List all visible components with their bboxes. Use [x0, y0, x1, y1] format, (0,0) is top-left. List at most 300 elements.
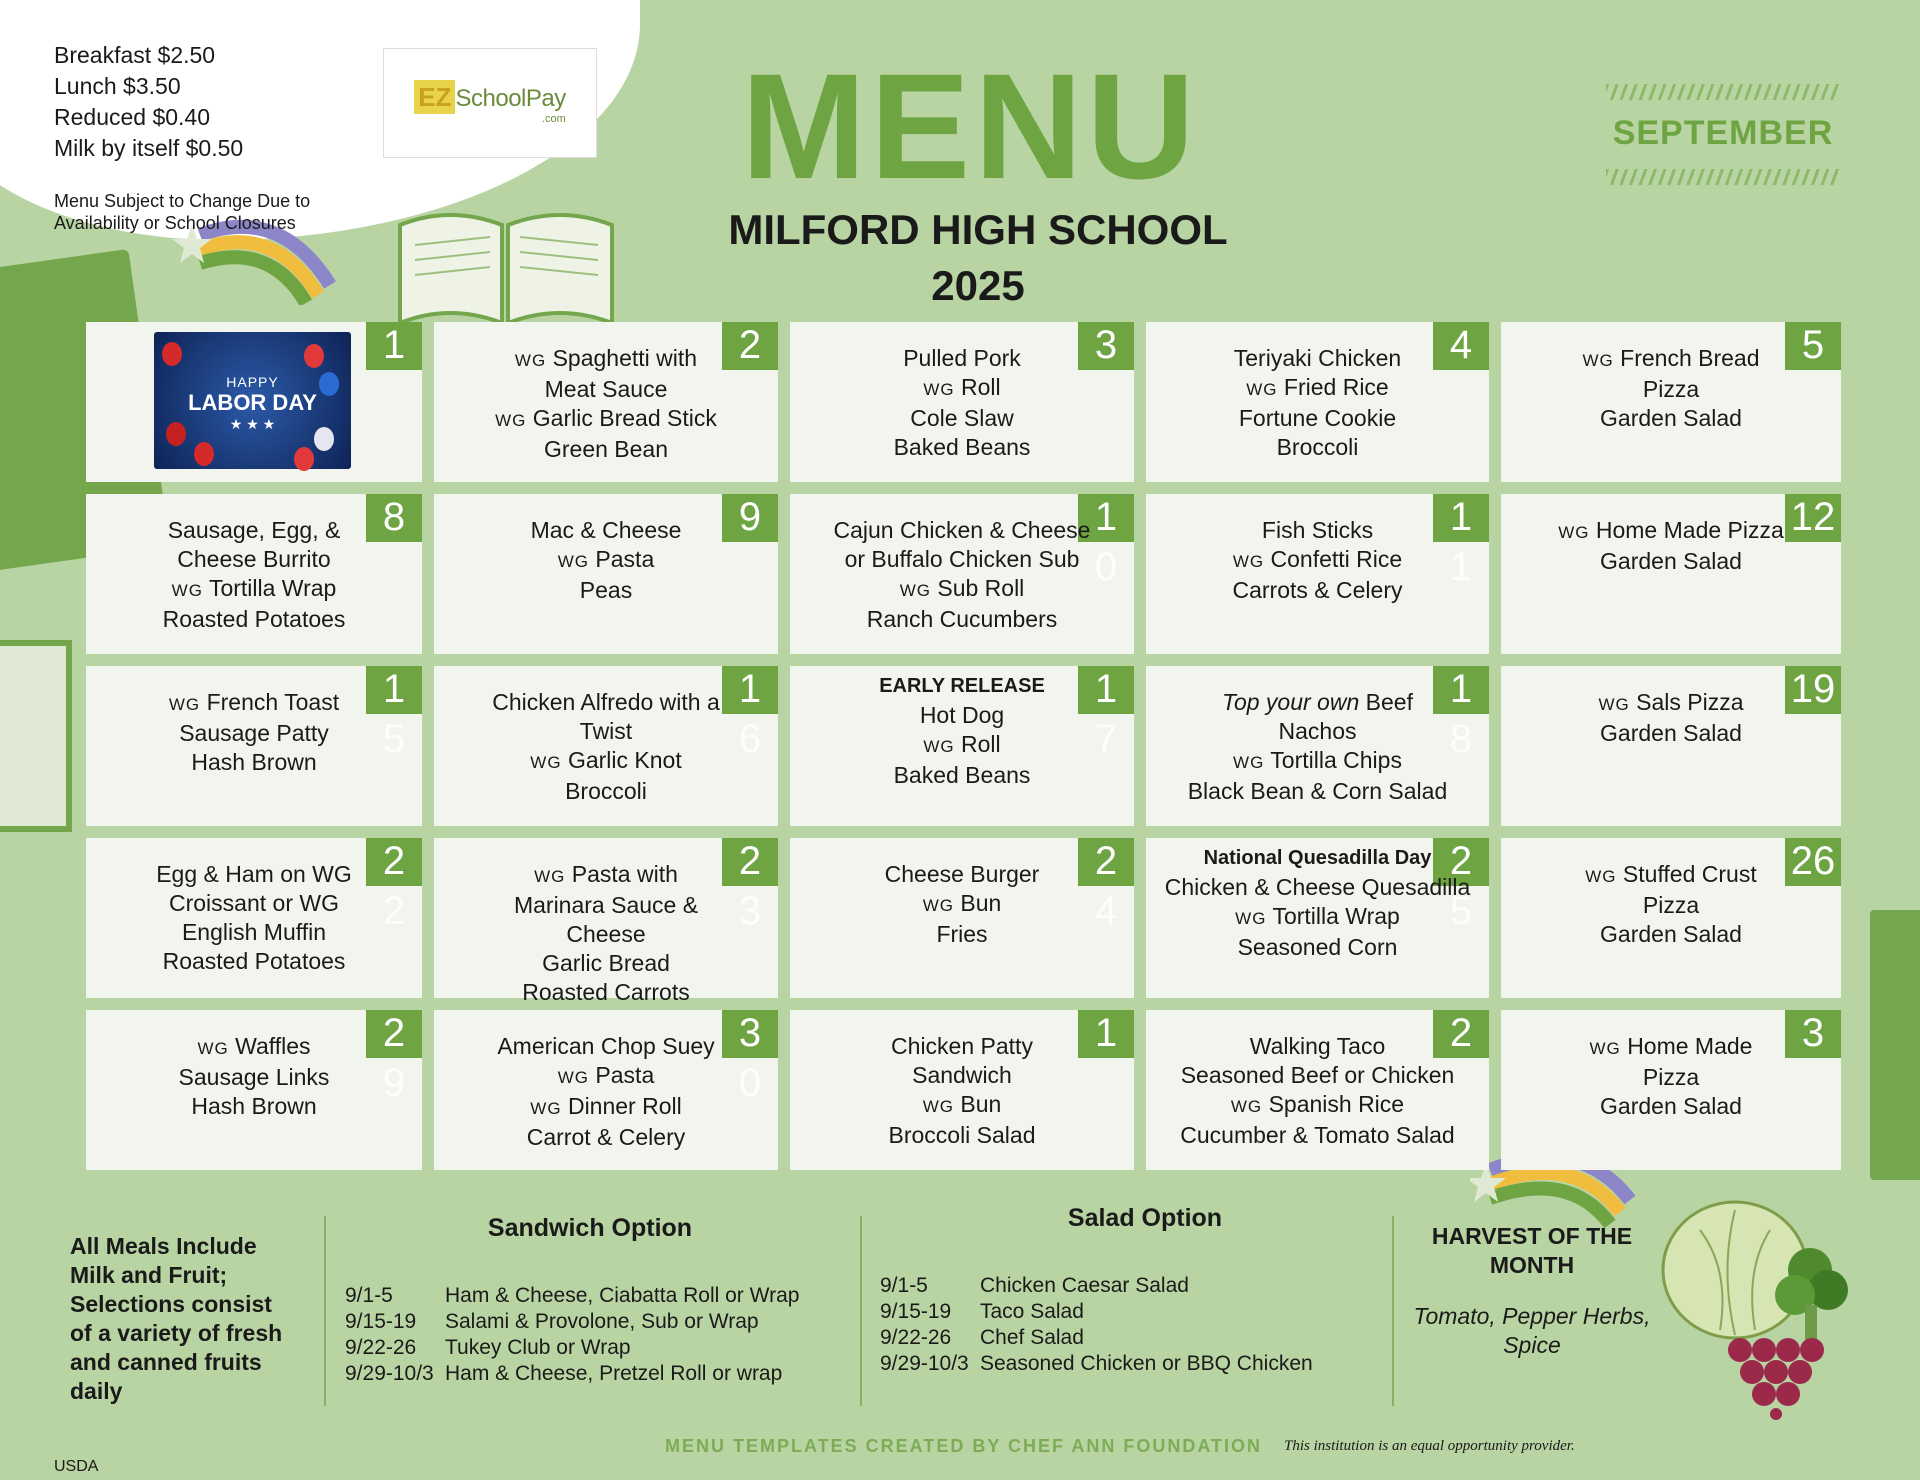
menu-item-text: Pizza	[1642, 1064, 1700, 1090]
menu-item-text: Fortune Cookie	[1238, 405, 1397, 431]
decorative-book-icon	[0, 640, 72, 832]
labor-day-text: LABOR DAY	[188, 390, 317, 415]
menu-item	[796, 404, 1128, 433]
menu-item	[1152, 902, 1483, 933]
menu-item	[1152, 344, 1483, 373]
menu-item-text: Pasta	[595, 546, 655, 572]
logo-schoolpay: SchoolPay	[455, 84, 566, 112]
balloon-icon	[314, 427, 334, 451]
menu-item-text: American Chop Suey	[497, 1033, 715, 1059]
whole-grain-tag: WG	[557, 1068, 590, 1087]
menu-item-text: Baked Beans	[893, 434, 1031, 460]
whole-grain-tag: WG	[1598, 695, 1630, 714]
menu-item-text: Stuffed Crust	[1622, 861, 1757, 887]
menu-item-text: Tortilla Wrap	[1272, 903, 1400, 929]
whole-grain-tag: WG	[1558, 523, 1590, 542]
menu-item	[92, 889, 416, 918]
menu-item	[1507, 344, 1835, 375]
menu-item-text: Meat Sauce	[544, 376, 668, 402]
day-event-heading: EARLY RELEASE	[879, 675, 1045, 697]
menu-item-text: English Muffin	[181, 919, 327, 945]
menu-item	[796, 516, 1128, 545]
menu-item-text: Bun	[960, 890, 1002, 916]
day-number-digit: 4	[1449, 323, 1473, 367]
open-book-icon	[390, 205, 620, 325]
week-range: 9/29-10/3	[345, 1362, 434, 1385]
menu-item-text: Spanish Rice	[1268, 1091, 1405, 1117]
harvest-of-month	[1412, 1222, 1652, 1360]
day-cell	[434, 666, 778, 826]
day-number-digit: 1	[1449, 667, 1473, 711]
day-number	[366, 322, 422, 370]
menu-item-text: Seasoned Beef or Chicken	[1180, 1062, 1455, 1088]
menu-item-text: Hash Brown	[191, 1093, 317, 1119]
sandwich-item: Ham & Cheese, Pretzel Roll or wrap	[445, 1362, 783, 1385]
whole-grain-tag: WG	[899, 581, 931, 600]
day-cell	[1501, 494, 1841, 654]
menu-item-text: Roll	[961, 731, 1001, 757]
template-credit: MENU TEMPLATES CREATED BY CHEF ANN FOUNDATION	[665, 1436, 1262, 1456]
menu-item	[1152, 777, 1483, 806]
day-cell	[1501, 1010, 1841, 1170]
week-range: 9/29-10/3	[880, 1352, 969, 1375]
menu-item	[440, 891, 772, 920]
menu-item-text: Roasted Potatoes	[162, 606, 346, 632]
day-number-digit: 3	[1094, 323, 1118, 367]
day-number-digit: 1	[382, 667, 406, 711]
day-cell	[434, 1010, 778, 1170]
menu-item-text: Chicken & Cheese Quesadilla	[1164, 874, 1471, 900]
day-number-digit: 3	[738, 889, 762, 933]
day-number-digit: 2	[738, 839, 762, 883]
day-number-digit: 2	[382, 839, 406, 883]
menu-item	[440, 516, 772, 545]
menu-items	[796, 344, 1128, 462]
equal-opportunity-statement: This institution is an equal opportunity provider.	[1284, 1438, 1575, 1454]
menu-item	[796, 730, 1128, 761]
salad-row	[880, 1325, 1410, 1351]
day-number-digit: 7	[1094, 717, 1118, 761]
day-number-digit: 9	[738, 495, 762, 539]
price-list	[54, 40, 243, 164]
whole-grain-tag: WG	[530, 1099, 562, 1118]
menu-item-text: Roasted Potatoes	[162, 948, 346, 974]
whole-grain-tag: WG	[1235, 909, 1267, 928]
menu-item	[1507, 375, 1835, 404]
menu-items	[1507, 860, 1835, 949]
menu-item-text: Walking Taco	[1249, 1033, 1386, 1059]
menu-items	[440, 344, 772, 464]
menu-item-text: Broccoli	[1276, 434, 1359, 460]
whole-grain-tag: WG	[171, 581, 203, 600]
day-cell	[86, 666, 422, 826]
day-cell	[86, 838, 422, 998]
whole-grain-tag: WG	[923, 380, 955, 399]
day-cell	[1501, 666, 1841, 826]
menu-item	[1152, 1061, 1483, 1090]
menu-item-text: Cajun Chicken & Cheese	[833, 517, 1091, 543]
menu-item-text: Twist	[579, 718, 633, 744]
menu-item-text: French Bread	[1620, 345, 1760, 371]
menu-item	[440, 545, 772, 576]
menu-item	[92, 1092, 416, 1121]
harvest-title: HARVEST OF THE MONTH	[1431, 1223, 1633, 1278]
menu-item	[92, 1063, 416, 1092]
sandwich-option	[345, 1214, 835, 1387]
menu-item	[1152, 746, 1483, 777]
menu-item	[440, 860, 772, 891]
menu-item	[796, 605, 1128, 634]
menu-item	[440, 777, 772, 806]
menu-item-text: Ranch Cucumbers	[866, 606, 1058, 632]
day-number-digit: 1	[1449, 495, 1473, 539]
week-range: 9/15-19	[345, 1310, 417, 1333]
menu-item	[796, 433, 1128, 462]
salad-item: Chef Salad	[980, 1326, 1084, 1349]
day-cell	[434, 494, 778, 654]
menu-items	[440, 516, 772, 605]
menu-item	[796, 344, 1128, 373]
day-cell	[1501, 322, 1841, 482]
menu-item	[440, 375, 772, 404]
menu-item-text: Chicken Alfredo with a	[492, 689, 720, 715]
menu-item-text: Sals Pizza	[1636, 689, 1744, 715]
menu-item-text: Cheese	[566, 921, 646, 947]
menu-item-text: Garden Salad	[1600, 548, 1742, 574]
salad-row	[880, 1273, 1410, 1299]
day-number-digit: 0	[1094, 545, 1118, 589]
day-cell	[790, 494, 1134, 654]
menu-items	[1507, 688, 1835, 748]
labor-day-text: HAPPY	[226, 374, 279, 390]
day-cell	[86, 494, 422, 654]
menu-item	[440, 746, 772, 777]
menu-item-text: French Toast	[206, 689, 340, 715]
day-number-digit: 2	[738, 323, 762, 367]
menu-item-text: Dinner Roll	[567, 1093, 682, 1119]
week-range: 9/22-26	[880, 1326, 952, 1349]
day-number-digit: 19	[1790, 667, 1836, 711]
menu-item-text: Tortilla Wrap	[208, 575, 337, 601]
menu-item-text: Sausage Links	[178, 1064, 330, 1090]
menu-item	[1152, 433, 1483, 462]
menu-item-text: Sausage Patty	[179, 720, 329, 746]
whole-grain-tag: WG	[1585, 867, 1617, 886]
menu-item-text: Garden Salad	[1600, 720, 1742, 746]
menu-item	[796, 761, 1128, 790]
menu-item	[440, 1032, 772, 1061]
menu-item-text: Peas	[579, 577, 633, 603]
meals-note: All Meals Include Milk and Fruit; Selections consist of a variety of fresh and canned fruits daily	[70, 1233, 283, 1404]
day-cell	[1146, 322, 1489, 482]
day-number-digit: 2	[1094, 839, 1118, 883]
day-cell	[86, 1010, 422, 1170]
menu-item	[1152, 933, 1483, 962]
salad-item: Chicken Caesar Salad	[980, 1274, 1189, 1297]
week-range: 9/1-5	[880, 1274, 928, 1297]
menu-item	[1507, 920, 1835, 949]
menu-item-text: Garden Salad	[1600, 921, 1742, 947]
sandwich-item: Ham & Cheese, Ciabatta Roll or Wrap	[445, 1284, 800, 1307]
menu-item	[796, 889, 1128, 920]
menu-year: 2025	[931, 262, 1025, 309]
menu-item	[92, 574, 416, 605]
whole-grain-tag: WG	[495, 411, 527, 430]
menu-item	[1507, 688, 1835, 719]
usda-label: USDA	[54, 1458, 99, 1475]
day-number-digit: 4	[1094, 889, 1118, 933]
menu-item	[440, 435, 772, 464]
menu-item	[1507, 1092, 1835, 1121]
day-number-digit: 1	[1094, 1011, 1118, 1055]
day-cell	[434, 322, 778, 482]
menu-item	[440, 717, 772, 746]
menu-item-text: Teriyaki Chicken	[1233, 345, 1402, 371]
day-cell	[1501, 838, 1841, 998]
whole-grain-tag: WG	[197, 1039, 229, 1058]
menu-item	[1152, 1090, 1483, 1121]
day-cell	[790, 1010, 1134, 1170]
menu-item-text: Garden Salad	[1600, 1093, 1742, 1119]
menu-item-text: Confetti Rice	[1270, 546, 1403, 572]
day-number-digit: 5	[382, 717, 406, 761]
menu-item	[796, 373, 1128, 404]
hatch-divider	[1606, 169, 1840, 185]
day-number-digit: 6	[738, 717, 762, 761]
whole-grain-tag: WG	[534, 867, 566, 886]
menu-items	[1507, 1032, 1835, 1121]
price-breakfast: Breakfast $2.50	[54, 42, 216, 68]
day-cell	[790, 838, 1134, 998]
day-number-digit: 0	[738, 1061, 762, 1105]
menu-item-text: Pasta	[595, 1062, 655, 1088]
whole-grain-tag: WG	[1232, 552, 1265, 571]
price-milk: Milk by itself $0.50	[54, 135, 244, 161]
menu-item-text: Tortilla Chips	[1270, 747, 1402, 773]
menu-item	[796, 574, 1128, 605]
day-number-digit: 1	[382, 323, 406, 367]
day-number-digit: 1	[1094, 495, 1118, 539]
whole-grain-tag: WG	[1233, 753, 1265, 772]
menu-item	[1507, 404, 1835, 433]
menu-item-text: Garlic Bread	[542, 950, 670, 976]
menu-item-text: Marinara Sauce &	[513, 892, 699, 918]
day-number-digit: 1	[1094, 667, 1118, 711]
menu-item	[440, 1061, 772, 1092]
vegetables-icon	[1660, 1190, 1860, 1420]
menu-item-text: Garlic Knot	[567, 747, 682, 773]
day-number-digit: 5	[1801, 323, 1825, 367]
menu-item-text: Chicken Patty	[891, 1033, 1033, 1059]
menu-item-text: or Buffalo Chicken Sub	[844, 546, 1080, 572]
menu-item-text: Cole Slaw	[910, 405, 1014, 431]
menu-item	[92, 605, 416, 634]
menu-items	[440, 860, 772, 1007]
menu-item-text: Sausage, Egg, &	[167, 517, 341, 543]
menu-item	[92, 516, 416, 545]
sandwich-row	[345, 1335, 835, 1361]
balloon-icon	[319, 372, 339, 396]
whole-grain-tag: WG	[557, 552, 590, 571]
menu-item-text: Pasta with	[571, 861, 678, 887]
labor-day-text: ★ ★ ★	[229, 416, 276, 432]
menu-item	[796, 920, 1128, 949]
school-name: MILFORD HIGH SCHOOL	[728, 206, 1228, 253]
menu-item-text: Garden Salad	[1600, 405, 1742, 431]
whole-grain-tag: WG	[1589, 1039, 1621, 1058]
menu-items	[796, 516, 1128, 634]
day-cell	[86, 322, 422, 482]
menu-item	[92, 947, 416, 976]
menu-items	[796, 672, 1128, 790]
menu-notice: Menu Subject to Change Due to Availability or School Closures	[54, 191, 311, 233]
menu-item-text: Cheese Burrito	[177, 546, 331, 572]
day-number-digit: 1	[1449, 545, 1473, 589]
day-number-digit: 3	[1801, 1011, 1825, 1055]
menu-item	[1152, 1032, 1483, 1061]
divider	[1392, 1216, 1394, 1406]
menu-item	[1507, 719, 1835, 748]
day-number-digit: 1	[738, 667, 762, 711]
month-banner	[1606, 84, 1840, 185]
salad-item: Seasoned Chicken or BBQ Chicken	[980, 1352, 1313, 1375]
menu-items	[92, 860, 416, 976]
whole-grain-tag: WG	[1230, 1097, 1263, 1116]
decorative-book-icon	[1870, 910, 1920, 1180]
menu-item	[796, 1032, 1128, 1061]
menu-item	[440, 949, 772, 978]
menu-item-text: Roasted Carrots	[522, 979, 690, 1005]
labor-day-image	[154, 332, 351, 469]
whole-grain-tag: WG	[922, 896, 954, 915]
day-cell	[790, 666, 1134, 826]
sandwich-row	[345, 1309, 835, 1335]
menu-item-text: Green Bean	[543, 436, 669, 462]
menu-item	[1152, 545, 1483, 576]
whole-grain-tag: WG	[1246, 380, 1278, 399]
salad-row	[880, 1299, 1410, 1325]
whole-grain-tag: WG	[923, 737, 955, 756]
day-cell	[1146, 1010, 1489, 1170]
harvest-items: Tomato, Pepper Herbs, Spice	[1413, 1303, 1651, 1358]
day-number-digit: 2	[1449, 839, 1473, 883]
balloon-icon	[162, 342, 182, 366]
divider	[860, 1216, 862, 1406]
menu-item	[92, 918, 416, 947]
day-number-digit: 8	[382, 495, 406, 539]
menu-items	[1507, 344, 1835, 433]
day-cell	[1146, 494, 1489, 654]
menu-item	[440, 920, 772, 949]
day-number-digit: 26	[1790, 839, 1836, 883]
day-number-digit: 5	[1449, 889, 1473, 933]
menu-item	[1507, 1032, 1835, 1063]
menu-item-text: Fries	[936, 921, 988, 947]
month-label: SEPTEMBER	[1612, 114, 1834, 152]
menu-item	[1152, 576, 1483, 605]
menu-item	[796, 1121, 1128, 1150]
menu-item	[796, 1090, 1128, 1121]
day-cell	[1146, 666, 1489, 826]
day-cell	[790, 322, 1134, 482]
day-number-digit: 2	[382, 1011, 406, 1055]
menu-item-text: Fried Rice	[1283, 374, 1389, 400]
menu-item-text: Fish Sticks	[1261, 517, 1374, 543]
menu-items	[1152, 844, 1483, 962]
menu-item	[92, 545, 416, 574]
sandwich-title: Sandwich Option	[487, 1214, 693, 1242]
salad-item: Taco Salad	[980, 1300, 1084, 1323]
menu-item	[1152, 873, 1483, 902]
menu-items	[1152, 1032, 1483, 1150]
menu-item-text: Waffles	[235, 1033, 311, 1059]
menu-item	[1152, 688, 1483, 717]
sandwich-item: Tukey Club or Wrap	[445, 1336, 631, 1359]
sandwich-item: Salami & Provolone, Sub or Wrap	[445, 1310, 759, 1333]
menu-item-text: Roll	[961, 374, 1001, 400]
day-number-digit: 3	[738, 1011, 762, 1055]
menu-item	[796, 701, 1128, 730]
price-reduced: Reduced $0.40	[54, 104, 211, 130]
balloon-icon	[166, 422, 186, 446]
menu-item-text: Mac & Cheese	[530, 517, 682, 543]
menu-item-text: Seasoned Corn	[1237, 934, 1398, 960]
day-number-digit: 2	[1449, 1011, 1473, 1055]
menu-item	[1152, 373, 1483, 404]
menu-item-text: Spaghetti with	[552, 345, 698, 371]
menu-item-text: Carrots & Celery	[1232, 577, 1403, 603]
menu-item	[440, 404, 772, 435]
whole-grain-tag: WG	[1582, 351, 1614, 370]
whole-grain-tag: WG	[168, 695, 201, 714]
menu-items	[92, 1032, 416, 1121]
menu-item-text: Hot Dog	[919, 702, 1005, 728]
menu-item-text: Broccoli Salad	[888, 1122, 1036, 1148]
menu-item	[440, 576, 772, 605]
divider	[324, 1216, 326, 1406]
menu-item-text: Egg & Ham on WG	[156, 861, 352, 887]
day-event-heading: National Quesadilla Day	[1203, 847, 1432, 869]
menu-items	[1152, 516, 1483, 605]
day-cell	[434, 838, 778, 1005]
day-number-digit: 8	[1449, 717, 1473, 761]
menu-item	[796, 545, 1128, 574]
balloon-icon	[294, 447, 314, 471]
day-number-digit: 2	[382, 889, 406, 933]
menu-item	[1507, 860, 1835, 891]
menu-item-text: Baked Beans	[893, 762, 1031, 788]
menu-item-text: Croissant or WG	[169, 890, 339, 916]
menu-item-text: Garlic Bread Stick	[532, 405, 717, 431]
week-range: 9/1-5	[345, 1284, 393, 1307]
menu-item-text: Pulled Pork	[903, 345, 1021, 371]
menu-item-text: Nachos	[1278, 718, 1357, 744]
menu-item-text: Carrot & Celery	[526, 1124, 686, 1150]
week-range: 9/15-19	[880, 1300, 952, 1323]
menu-items	[1152, 688, 1483, 806]
ezschoolpay-logo[interactable]	[383, 48, 597, 158]
menu-items	[440, 1032, 772, 1152]
balloon-icon	[194, 442, 214, 466]
menu-item	[1152, 404, 1483, 433]
menu-item	[1507, 1063, 1835, 1092]
menu-item-text: Home Made	[1627, 1033, 1753, 1059]
salad-row	[880, 1351, 1410, 1377]
salad-option	[880, 1204, 1410, 1377]
day-number-digit: 9	[382, 1061, 406, 1105]
menu-item	[1507, 891, 1835, 920]
menu-item	[1152, 717, 1483, 746]
